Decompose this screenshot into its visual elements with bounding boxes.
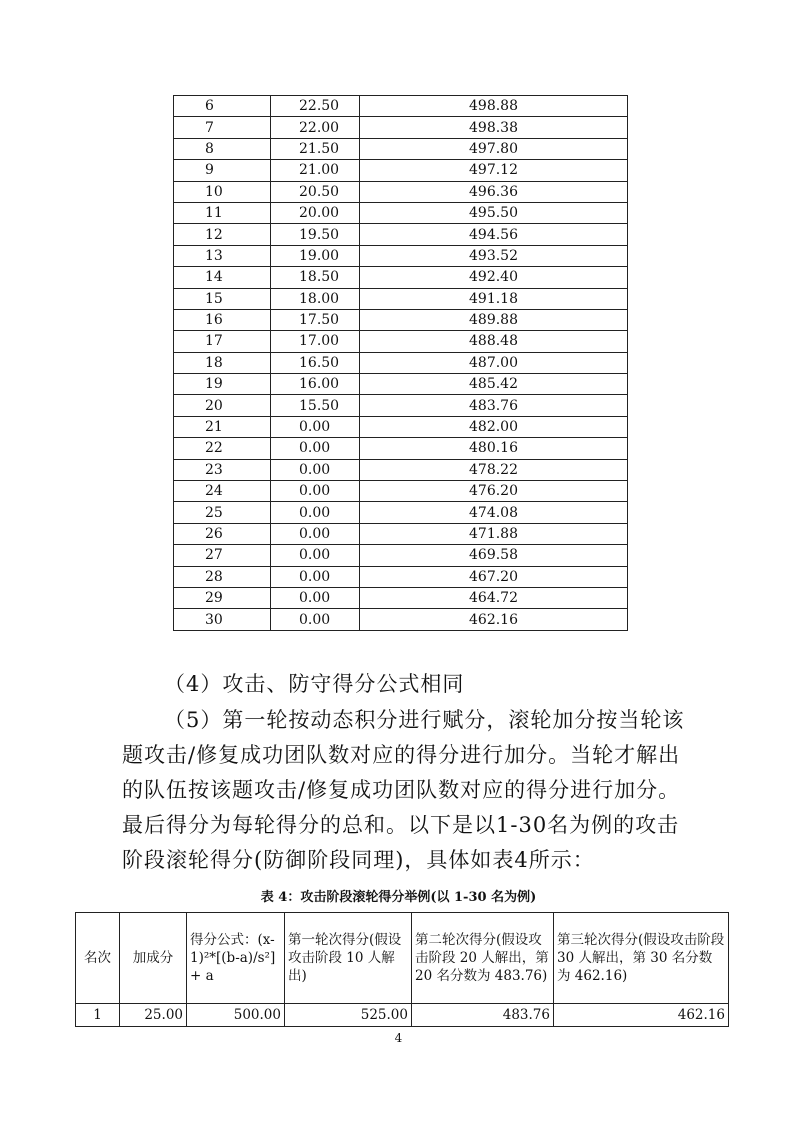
cell-rank: 23 — [174, 459, 271, 480]
page-number: 4 — [394, 1031, 403, 1045]
cell-score: 471.88 — [360, 523, 628, 544]
table-row — [174, 352, 628, 373]
cell-bonus: 19.00 — [271, 245, 360, 266]
table-row — [174, 395, 628, 416]
table-row — [174, 416, 628, 437]
table-row — [174, 181, 628, 202]
cell-bonus: 20.50 — [271, 181, 360, 202]
table-row — [174, 138, 628, 159]
table-row — [174, 267, 628, 288]
cell-rank: 22 — [174, 438, 271, 459]
cell-score: 476.20 — [360, 481, 628, 502]
table-row — [76, 1004, 729, 1027]
cell-rank: 6 — [174, 96, 271, 117]
cell-score: 491.18 — [360, 288, 628, 309]
cell-round-1: 525.00 — [285, 1004, 412, 1027]
table-4-caption: 表 4：攻击阶段滚轮得分举例(以 1-30 名为例) — [260, 890, 537, 905]
cell-score: 462.16 — [360, 609, 628, 630]
cell-bonus: 0.00 — [271, 459, 360, 480]
table-row — [174, 523, 628, 544]
cell-rank: 17 — [174, 331, 271, 352]
table-row — [174, 202, 628, 223]
cell-score: 497.80 — [360, 138, 628, 159]
table-row — [174, 117, 628, 138]
cell-score: 485.42 — [360, 374, 628, 395]
table-row — [174, 438, 628, 459]
cell-rank: 30 — [174, 609, 271, 630]
table-row — [174, 566, 628, 587]
score-table — [173, 95, 628, 631]
cell-bonus: 15.50 — [271, 395, 360, 416]
table-row — [174, 96, 628, 117]
cell-bonus: 20.00 — [271, 202, 360, 223]
cell-bonus: 0.00 — [271, 545, 360, 566]
cell-score: 488.48 — [360, 331, 628, 352]
cell-rank: 12 — [174, 224, 271, 245]
cell-score: 464.72 — [360, 587, 628, 608]
cell-rank: 26 — [174, 523, 271, 544]
cell-bonus: 21.00 — [271, 160, 360, 181]
cell-bonus: 0.00 — [271, 438, 360, 459]
cell-bonus: 19.50 — [271, 224, 360, 245]
cell-score: 495.50 — [360, 202, 628, 223]
cell-score: 482.00 — [360, 416, 628, 437]
table-4 — [75, 912, 729, 1027]
table-row — [174, 481, 628, 502]
header-round-3: 第三轮次得分(假设攻击阶段 30 人解出，第 30 名分数为 462.16) — [554, 913, 729, 1004]
header-bonus: 加成分 — [120, 913, 187, 1004]
cell-score: 494.56 — [360, 224, 628, 245]
score-table-body — [174, 96, 628, 631]
cell-bonus: 25.00 — [120, 1004, 187, 1027]
table-row — [174, 545, 628, 566]
cell-rank: 25 — [174, 502, 271, 523]
cell-score: 487.00 — [360, 352, 628, 373]
paragraph-5: （5）第一轮按动态积分进行赋分，滚轮加分按当轮该题攻击/修复成功团队数对应的得分进行加分。当轮才解出的队伍按该题攻击/修复成功团队数对应的得分进行加分。最后得分为每轮得分的总和。以下是以1-30名为例的攻击阶段滚轮得分(防御阶段同理)，具体如表4所示： — [122, 708, 685, 872]
cell-bonus: 0.00 — [271, 523, 360, 544]
cell-score: 496.36 — [360, 181, 628, 202]
table-row — [174, 288, 628, 309]
table-row — [174, 502, 628, 523]
table-row — [174, 245, 628, 266]
cell-round-2: 483.76 — [412, 1004, 554, 1027]
cell-score: 498.38 — [360, 117, 628, 138]
cell-bonus: 0.00 — [271, 481, 360, 502]
cell-bonus: 17.50 — [271, 309, 360, 330]
cell-rank: 18 — [174, 352, 271, 373]
cell-score: 478.22 — [360, 459, 628, 480]
cell-rank: 15 — [174, 288, 271, 309]
cell-rank: 7 — [174, 117, 271, 138]
cell-bonus: 0.00 — [271, 566, 360, 587]
cell-rank: 10 — [174, 181, 271, 202]
table-row — [174, 331, 628, 352]
header-round-2: 第二轮次得分(假设攻击阶段 20 人解出，第 20 名分数为 483.76) — [412, 913, 554, 1004]
cell-rank: 20 — [174, 395, 271, 416]
cell-rank: 1 — [76, 1004, 120, 1027]
cell-bonus: 0.00 — [271, 502, 360, 523]
paragraph-4: （4）攻击、防守得分公式相同 — [164, 672, 465, 696]
cell-rank: 19 — [174, 374, 271, 395]
cell-rank: 24 — [174, 481, 271, 502]
cell-formula-score: 500.00 — [187, 1004, 285, 1027]
cell-bonus: 0.00 — [271, 587, 360, 608]
table-row — [174, 587, 628, 608]
cell-score: 483.76 — [360, 395, 628, 416]
cell-rank: 13 — [174, 245, 271, 266]
cell-rank: 14 — [174, 267, 271, 288]
cell-score: 480.16 — [360, 438, 628, 459]
cell-rank: 11 — [174, 202, 271, 223]
header-rank: 名次 — [76, 913, 120, 1004]
cell-score: 474.08 — [360, 502, 628, 523]
cell-rank: 29 — [174, 587, 271, 608]
cell-score: 497.12 — [360, 160, 628, 181]
cell-bonus: 16.00 — [271, 374, 360, 395]
cell-score: 492.40 — [360, 267, 628, 288]
cell-bonus: 21.50 — [271, 138, 360, 159]
cell-rank: 21 — [174, 416, 271, 437]
cell-score: 467.20 — [360, 566, 628, 587]
cell-round-3: 462.16 — [554, 1004, 729, 1027]
cell-bonus: 16.50 — [271, 352, 360, 373]
header-round-1: 第一轮次得分(假设攻击阶段 10 人解出) — [285, 913, 412, 1004]
cell-rank: 28 — [174, 566, 271, 587]
cell-bonus: 18.50 — [271, 267, 360, 288]
cell-bonus: 0.00 — [271, 416, 360, 437]
cell-bonus: 22.00 — [271, 117, 360, 138]
cell-rank: 9 — [174, 160, 271, 181]
table-4-header-row — [76, 913, 729, 1004]
cell-score: 489.88 — [360, 309, 628, 330]
cell-rank: 16 — [174, 309, 271, 330]
table-row — [174, 374, 628, 395]
table-row — [174, 459, 628, 480]
table-row — [174, 609, 628, 630]
table-row — [174, 160, 628, 181]
cell-bonus: 22.50 — [271, 96, 360, 117]
cell-score: 469.58 — [360, 545, 628, 566]
cell-bonus: 17.00 — [271, 331, 360, 352]
table-row — [174, 309, 628, 330]
cell-score: 493.52 — [360, 245, 628, 266]
cell-score: 498.88 — [360, 96, 628, 117]
cell-bonus: 18.00 — [271, 288, 360, 309]
cell-rank: 8 — [174, 138, 271, 159]
cell-rank: 27 — [174, 545, 271, 566]
header-formula: 得分公式：(x-1)²*[(b-a)/s²] + a — [187, 913, 285, 1004]
cell-bonus: 0.00 — [271, 609, 360, 630]
table-row — [174, 224, 628, 245]
